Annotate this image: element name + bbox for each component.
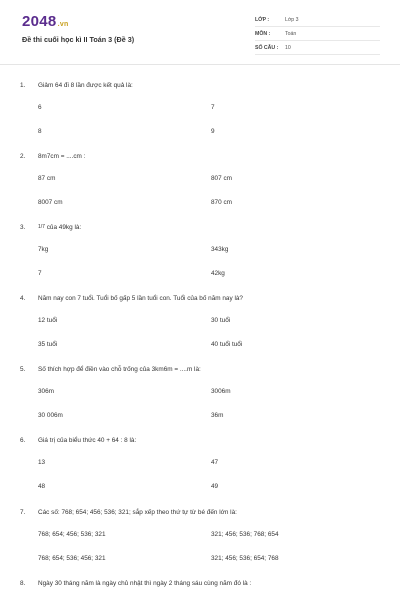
option-d[interactable]: 870 cm	[211, 199, 232, 206]
fraction: 1/7	[38, 224, 45, 230]
meta-count-label: SỐ CÂU :	[255, 45, 279, 51]
option-a[interactable]: 6	[38, 104, 42, 111]
question-text: Giá trị của biểu thức 40 + 64 : 8 là:	[38, 437, 137, 444]
question-text: Giảm 64 đi 8 lần được kết quả là:	[38, 82, 133, 89]
logo-text: 2048	[22, 13, 57, 30]
question-number: 4.	[20, 295, 26, 302]
exam-title: Đề thi cuối học kì II Toán 3 (Đề 3)	[22, 35, 135, 44]
question-number: 2.	[20, 153, 26, 160]
option-d[interactable]: 9	[211, 128, 215, 135]
question-number: 1.	[20, 82, 26, 89]
option-d[interactable]: 40 tuổi tuổi	[211, 341, 243, 348]
option-c[interactable]: 7	[38, 270, 42, 277]
option-d[interactable]: 42kg	[211, 270, 225, 277]
option-c[interactable]: 35 tuổi	[38, 341, 58, 348]
question-number: 6.	[20, 437, 26, 444]
logo-suffix: .vn	[57, 21, 69, 28]
option-d[interactable]: 49	[211, 483, 219, 490]
option-a[interactable]: 306m	[38, 388, 54, 395]
question-text-rest: của 49kg là:	[44, 224, 82, 231]
option-c[interactable]: 30 006m	[38, 412, 63, 419]
question-text: Số thích hợp để điền vào chỗ trống của 3km6m = ....m là:	[38, 366, 201, 373]
option-d[interactable]: 36m	[211, 412, 224, 419]
question-number: 3.	[20, 224, 26, 231]
option-c[interactable]: 768; 654; 536; 456; 321	[38, 555, 106, 562]
option-d[interactable]: 321; 456; 536; 654; 768	[211, 555, 279, 562]
meta-subject-value: Toán	[285, 31, 297, 37]
option-c[interactable]: 48	[38, 483, 46, 490]
page-header	[0, 0, 400, 65]
meta-question-count	[255, 42, 380, 55]
option-a[interactable]: 87 cm	[38, 175, 56, 182]
question-number: 8.	[20, 580, 26, 587]
question-text: Ngày 30 tháng năm là ngày chủ nhật thì ngày 2 tháng sáu cùng năm đó là :	[38, 580, 252, 587]
question-text: Các số: 768; 654; 456; 536; 321; sắp xếp theo thứ tự từ bé đến lớn là:	[38, 509, 237, 516]
option-b[interactable]: 3006m	[211, 388, 231, 395]
option-c[interactable]: 8	[38, 128, 42, 135]
option-b[interactable]: 807 cm	[211, 175, 232, 182]
meta-class-value: Lớp 3	[285, 17, 299, 23]
meta-class	[255, 14, 380, 27]
question-number: 7.	[20, 509, 26, 516]
question-number: 5.	[20, 366, 26, 373]
option-c[interactable]: 8007 cm	[38, 199, 63, 206]
option-a[interactable]: 7kg	[38, 246, 49, 253]
option-a[interactable]: 12 tuổi	[38, 317, 58, 324]
option-b[interactable]: 321; 456; 536; 768; 654	[211, 531, 279, 538]
meta-class-label: LỚP :	[255, 17, 270, 23]
site-logo[interactable]	[22, 13, 69, 30]
question-text	[38, 224, 81, 231]
question-text: 8m7cm = ....cm :	[38, 153, 86, 160]
question-text: Năm nay con 7 tuổi. Tuổi bố gấp 5 lần tuổi con. Tuổi của bố năm nay là?	[38, 295, 243, 302]
option-a[interactable]: 13	[38, 459, 46, 466]
meta-subject-label: MÔN :	[255, 31, 271, 37]
option-b[interactable]: 30 tuổi	[211, 317, 231, 324]
option-b[interactable]: 343kg	[211, 246, 229, 253]
meta-count-value: 10	[285, 45, 291, 51]
option-a[interactable]: 768; 654; 456; 536; 321	[38, 531, 106, 538]
meta-subject	[255, 28, 380, 41]
option-b[interactable]: 7	[211, 104, 215, 111]
option-b[interactable]: 47	[211, 459, 219, 466]
